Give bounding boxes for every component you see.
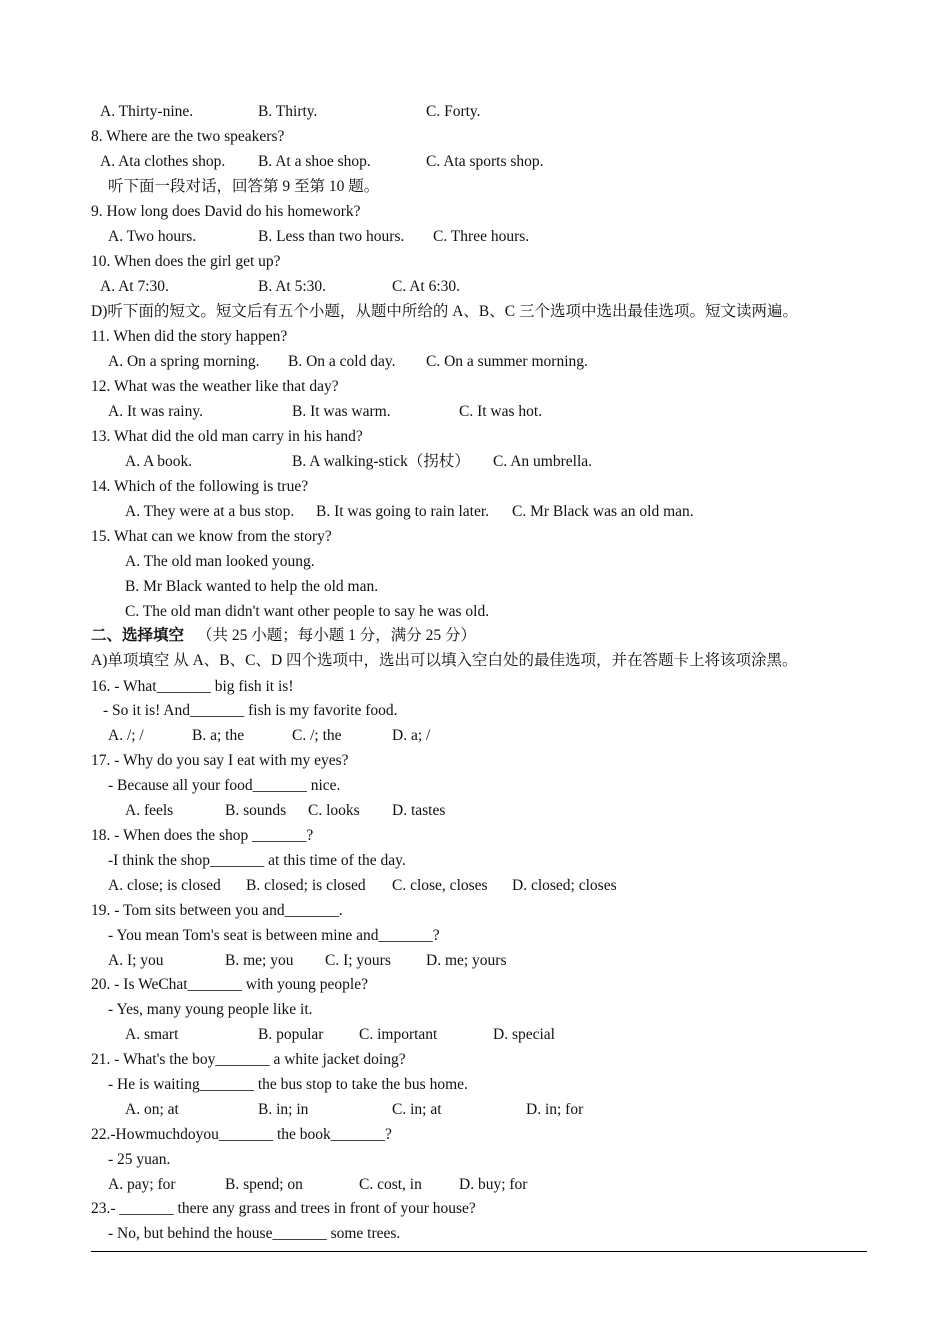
answer-option: A. /; / bbox=[108, 727, 144, 744]
line-text: - Yes, many young people like it. bbox=[108, 1001, 313, 1018]
line-text: 21. - What's the boy_______ a white jacket doing? bbox=[91, 1051, 406, 1068]
answer-option: B. closed; is closed bbox=[246, 877, 366, 894]
answer-option: 二、选择填空 bbox=[91, 627, 185, 644]
answer-option: D. in; for bbox=[526, 1101, 584, 1118]
answer-option: B. in; in bbox=[258, 1101, 309, 1118]
line-text: 22.-Howmuchdoyou_______ the book_______? bbox=[91, 1126, 392, 1143]
answer-option: B. a; the bbox=[192, 727, 245, 744]
answer-option: A. close; is closed bbox=[108, 877, 221, 894]
answer-option: C. An umbrella. bbox=[493, 453, 593, 470]
answer-option: B. Less than two hours. bbox=[258, 228, 405, 245]
answer-option: A. Two hours. bbox=[108, 228, 197, 245]
answer-option: B. At 5:30. bbox=[258, 278, 327, 295]
answer-option: A. They were at a bus stop. bbox=[125, 503, 295, 520]
line-text: - Because all your food_______ nice. bbox=[108, 777, 341, 794]
answer-option: A. Thirty-nine. bbox=[100, 103, 194, 120]
answer-option: C. At 6:30. bbox=[392, 278, 461, 295]
answer-option: B. sounds bbox=[225, 802, 287, 819]
line-text: A. The old man looked young. bbox=[125, 553, 315, 570]
answer-option: B. me; you bbox=[225, 952, 294, 969]
answer-option: C. close, closes bbox=[392, 877, 488, 894]
line-text: 10. When does the girl get up? bbox=[91, 253, 281, 270]
line-text: 12. What was the weather like that day? bbox=[91, 378, 339, 395]
line-text: 18. - When does the shop _______? bbox=[91, 827, 314, 844]
answer-option: D. buy; for bbox=[459, 1176, 528, 1193]
line-text: 8. Where are the two speakers? bbox=[91, 128, 285, 145]
line-text: 19. - Tom sits between you and_______. bbox=[91, 902, 343, 919]
line-text: 听下面一段对话，回答第 9 至第 10 题。 bbox=[108, 178, 380, 195]
answer-option: A. feels bbox=[125, 802, 174, 819]
line-text: A)单项填空 从 A、B、C、D 四个选项中，选出可以填入空白处的最佳选项，并在答题卡上将该项涂黑。 bbox=[91, 652, 798, 669]
answer-option: A. I; you bbox=[108, 952, 164, 969]
line-text: 9. How long does David do his homework? bbox=[91, 203, 361, 220]
answer-option: A. It was rainy. bbox=[108, 403, 203, 420]
answer-option: A. On a spring morning. bbox=[108, 353, 260, 370]
answer-option: B. At a shoe shop. bbox=[258, 153, 371, 170]
answer-option: C. Forty. bbox=[426, 103, 481, 120]
answer-option: B. A walking-stick（拐杖） bbox=[292, 453, 470, 470]
answer-option: A. pay; for bbox=[108, 1176, 176, 1193]
line-text: C. The old man didn't want other people to say he was old. bbox=[125, 603, 490, 620]
line-text: -I think the shop_______ at this time of the day. bbox=[108, 852, 406, 869]
answer-option: C. I; yours bbox=[325, 952, 391, 969]
line-text: D)听下面的短文。短文后有五个小题，从题中所给的 A、B、C 三个选项中选出最佳选项。短文读两遍。 bbox=[91, 303, 798, 320]
line-text: - He is waiting_______ the bus stop to take the bus home. bbox=[108, 1076, 468, 1093]
line-text: - No, but behind the house_______ some trees. bbox=[108, 1225, 401, 1242]
answer-option: D. a; / bbox=[392, 727, 431, 744]
answer-option: C. cost, in bbox=[359, 1176, 422, 1193]
answer-option: C. Ata sports shop. bbox=[426, 153, 544, 170]
line-text: B. Mr Black wanted to help the old man. bbox=[125, 578, 379, 595]
answer-option: B. On a cold day. bbox=[288, 353, 396, 370]
answer-option: B. Thirty. bbox=[258, 103, 318, 120]
answer-option: C. It was hot. bbox=[459, 403, 543, 420]
answer-option: C. important bbox=[359, 1026, 438, 1043]
line-text: 20. - Is WeChat_______ with young people? bbox=[91, 976, 368, 993]
line-text: 16. - What_______ big fish it is! bbox=[91, 678, 294, 695]
answer-option: C. On a summer morning. bbox=[426, 353, 588, 370]
answer-option: A. Ata clothes shop. bbox=[100, 153, 226, 170]
bottom-rule bbox=[91, 1251, 867, 1252]
line-text: 13. What did the old man carry in his hand? bbox=[91, 428, 363, 445]
answer-option: A. A book. bbox=[125, 453, 193, 470]
answer-option: B. popular bbox=[258, 1026, 324, 1043]
line-text: 15. What can we know from the story? bbox=[91, 528, 332, 545]
answer-option: C. in; at bbox=[392, 1101, 442, 1118]
answer-option: B. It was going to rain later. bbox=[316, 503, 490, 520]
answer-option: D. closed; closes bbox=[512, 877, 617, 894]
answer-option: C. /; the bbox=[292, 727, 342, 744]
answer-option: C. looks bbox=[308, 802, 360, 819]
answer-option: C. Mr Black was an old man. bbox=[512, 503, 694, 520]
answer-option: A. smart bbox=[125, 1026, 179, 1043]
line-text: 23.- _______ there any grass and trees in front of your house? bbox=[91, 1200, 476, 1217]
line-text: - So it is! And_______ fish is my favorite food. bbox=[103, 702, 398, 719]
answer-option: D. me; yours bbox=[426, 952, 507, 969]
line-text: 14. Which of the following is true? bbox=[91, 478, 309, 495]
answer-option: B. spend; on bbox=[225, 1176, 303, 1193]
line-text: 17. - Why do you say I eat with my eyes? bbox=[91, 752, 349, 769]
answer-option: B. It was warm. bbox=[292, 403, 391, 420]
answer-option: A. At 7:30. bbox=[100, 278, 169, 295]
line-text: 11. When did the story happen? bbox=[91, 328, 288, 345]
answer-option: D. special bbox=[493, 1026, 555, 1043]
line-text: - You mean Tom's seat is between mine and_______? bbox=[108, 927, 440, 944]
answer-option: D. tastes bbox=[392, 802, 446, 819]
answer-option: C. Three hours. bbox=[433, 228, 530, 245]
line-text: - 25 yuan. bbox=[108, 1151, 171, 1168]
answer-option: A. on; at bbox=[125, 1101, 179, 1118]
answer-option: （共 25 小题；每小题 1 分，满分 25 分） bbox=[197, 627, 477, 644]
